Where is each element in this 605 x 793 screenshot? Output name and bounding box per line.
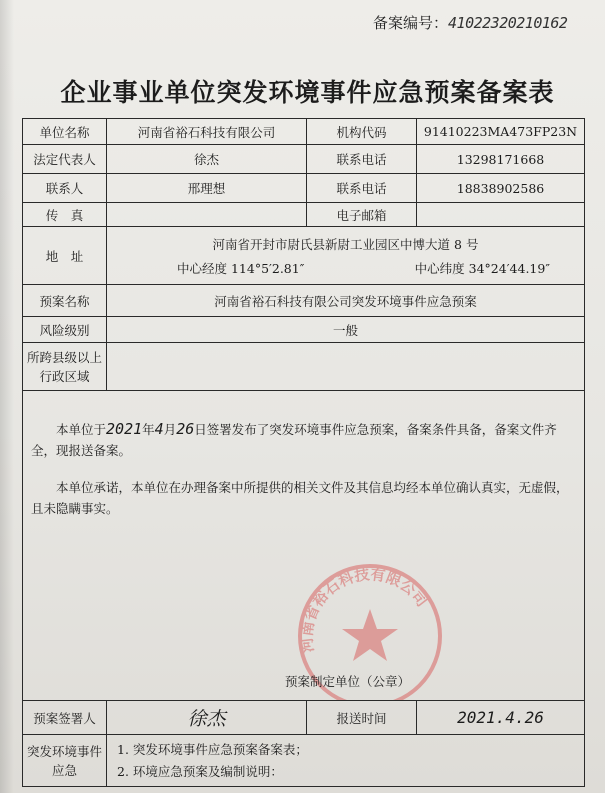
contact-phone-label: 联系电话	[307, 174, 417, 203]
row-signer	[23, 701, 585, 735]
row-contact	[23, 174, 585, 203]
address-cell	[107, 227, 585, 285]
legal-phone-label: 联系电话	[307, 145, 417, 174]
submit-time-value: 2021.4.26	[457, 708, 544, 727]
statement-para-2: 本单位承诺，本单位在办理备案中所提供的相关文件及其信息均经本单位确认真实，无虚假，且未隐瞒事实。	[31, 480, 569, 516]
statement-cell	[23, 391, 585, 701]
email-label: 电子邮箱	[307, 203, 417, 227]
statement-text-a: 本单位于	[56, 422, 107, 437]
address-value: 河南省开封市尉氏县新尉工业园区中博大道 8 号	[212, 236, 479, 252]
submit-time-label: 报送时间	[307, 701, 417, 735]
district-label: 所跨县级以上行政区域	[23, 343, 107, 391]
unit-name-label: 单位名称	[23, 119, 107, 145]
fax-label: 传 真	[23, 203, 107, 227]
sign-day: 26	[176, 420, 195, 438]
sign-year: 2021	[106, 420, 143, 438]
statement-text-d: 日签署发布了突发环境事件应急预案，备案条件具备，备案文件齐全，现报送备案。	[31, 422, 557, 458]
plan-name-label: 预案名称	[23, 285, 107, 317]
statement-text-c: 月	[163, 422, 177, 437]
signer-cell	[107, 701, 307, 735]
row-district	[23, 343, 585, 391]
doc-item-1: 1. 突发环境事件应急预案备案表；	[117, 741, 308, 757]
seal-text: 河南省裕石科技有限公司	[297, 565, 432, 654]
filing-table	[22, 118, 585, 787]
address-label: 地 址	[23, 227, 107, 285]
contact-value: 邢理想	[107, 174, 307, 203]
unit-name-value: 河南省裕石科技有限公司	[107, 119, 307, 145]
fax-value	[107, 203, 307, 227]
row-legal-rep	[23, 145, 585, 174]
org-code-value: 91410223MA473FP23N	[417, 119, 585, 145]
longitude-value: 中心经度 114°5′2.81″	[177, 260, 305, 276]
sign-month: 4	[154, 420, 164, 438]
row-plan-name	[23, 285, 585, 317]
plan-name-value: 河南省裕石科技有限公司突发环境事件应急预案	[107, 285, 585, 317]
statement-text-b: 年	[142, 422, 155, 437]
signer-label: 预案签署人	[23, 701, 107, 735]
contact-label: 联系人	[23, 174, 107, 203]
row-risk	[23, 317, 585, 343]
signer-signature: 徐杰	[187, 708, 226, 730]
legal-phone-value: 13298171668	[417, 145, 585, 174]
org-code-label: 机构代码	[307, 119, 417, 145]
contact-phone-value: 18838902586	[417, 174, 585, 203]
district-value	[107, 343, 585, 391]
file-number-value: 41022320210162	[448, 14, 568, 32]
latitude-value: 中心纬度 34°24′44.19″	[414, 260, 550, 276]
row-docs	[23, 735, 585, 787]
risk-value: 一般	[107, 317, 585, 343]
file-number-label: 备案编号：	[373, 14, 449, 32]
legal-rep-value: 徐杰	[107, 145, 307, 174]
doc-item-2: 2. 环境应急预案及编制说明：	[117, 763, 283, 779]
row-fax	[23, 203, 585, 227]
document-title: 企业事业单位突发环境事件应急预案备案表	[60, 78, 555, 107]
row-address	[23, 227, 585, 285]
docs-list	[107, 735, 585, 787]
file-number	[373, 12, 567, 33]
email-value	[417, 203, 585, 227]
row-statement	[23, 391, 585, 701]
page-shadow	[0, 0, 14, 793]
statement-para-1	[31, 419, 576, 461]
risk-label: 风险级别	[23, 317, 107, 343]
legal-rep-label: 法定代表人	[23, 145, 107, 174]
seal-unit-label: 预案制定单位（公章）	[285, 674, 411, 689]
docs-label: 突发环境事件应急	[23, 735, 107, 787]
row-unit-name	[23, 119, 585, 145]
submit-time-cell	[417, 701, 585, 735]
